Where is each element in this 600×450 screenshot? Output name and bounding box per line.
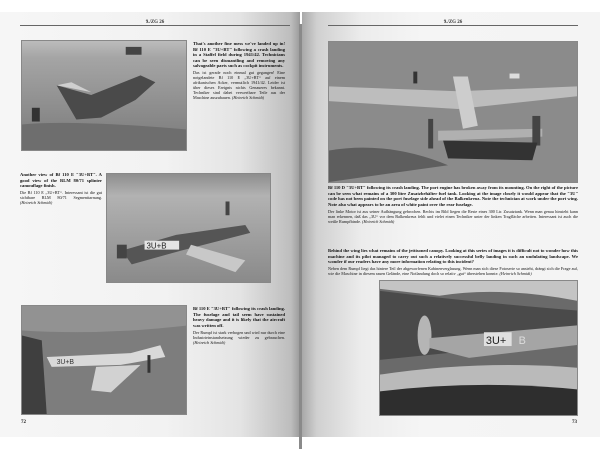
caption-english: Behind the wing lies what remains of the jettisoned canopy. Looking at this series of images it is difficult not to wonder how this machine and its pilot managed to carry out such a relatively successful belly landing in such an undulating landscape. We wonder if our readers have any more information relating to this incident? xyxy=(328,248,578,265)
photo-crashed-3u-bt xyxy=(106,173,271,283)
left-page xyxy=(0,12,300,437)
caption-english: Another view of Bf 110 E "3U+BT". A good view of the RLM 80/71 splinter camouflage finish. xyxy=(20,172,102,189)
caption-english: That's another fine mess we've landed up in! Bf 110 E "3U+BT" following a crash landing in a Staffel field during 1941/42. Technicians can be seen dismantling and removing any salvageable parts such as cockpit instruments. xyxy=(193,41,285,69)
photo-credit: (Heinrich Schmidt) xyxy=(362,218,395,224)
caption-photo-1 xyxy=(193,41,285,100)
book-spread xyxy=(0,12,600,437)
page-number-right: 73 xyxy=(572,420,577,425)
caption-photo-4 xyxy=(328,185,578,224)
running-head-text: 9./ZG 26 xyxy=(440,20,467,25)
svg-text:3U+B: 3U+B xyxy=(146,241,167,251)
photo-crashed-rough-terrain xyxy=(21,305,187,415)
running-head-left xyxy=(20,20,290,30)
photo-bf110d-rear-view xyxy=(328,41,578,183)
caption-photo-2 xyxy=(20,172,102,205)
caption-german: Das ist gerade noch einmal gut gegangen! Eine notgelandete Bf 110 E „3U+BT“ auf einem afrikanischen Acker, vermutlich 1941/42. Leider ist über dieses Ereignis nichts Genaueres bekannt. Techniker sind dabei verwertbare Teile aus der Maschine auszubauen. (Heinrich Schmidt) xyxy=(193,70,285,101)
svg-text:3U+: 3U+ xyxy=(485,335,507,348)
caption-german: Die Bf 110 E „3U+BT“. Interessant ist die gut sichtbare RLM 80/71 Segmenttarnung. (Heinrich Schmidt) xyxy=(20,190,102,206)
photo-credit: (Heinrich Schmidt) xyxy=(231,95,265,101)
photo-credit: (Heinrich Schmidt) xyxy=(499,271,532,277)
running-head-right xyxy=(328,20,578,30)
photo-credit: (Heinrich Schmidt) xyxy=(193,339,226,345)
caption-german: Neben dem Rumpf liegt das hintere Teil der abgeworfenen Kabinenverglasung. Wenn man sich diese Fotoserie so ansieht, drängt sich die Frage auf, wie die Maschine in diesem rauen Gelände, eine Notlandung doch so relativ „gut“ überstehen konnte. (Heinrich Schmidt) xyxy=(328,266,578,277)
caption-english: Bf 110 E "3U+BT" following its crash landing. The fuselage and tail seem have sustained heavy damage and it is likely that the aircraft was written off. xyxy=(193,306,285,328)
photo-wreck-desert xyxy=(21,40,187,151)
photo-image xyxy=(22,41,186,150)
caption-photo-3 xyxy=(193,306,285,345)
photo-credit: (Heinrich Schmidt) xyxy=(20,200,53,206)
header-rule xyxy=(20,25,290,26)
photo-image xyxy=(380,281,577,415)
photo-image xyxy=(329,42,577,182)
photo-image xyxy=(22,306,186,414)
right-page xyxy=(302,12,600,437)
page-number-left: 72 xyxy=(21,420,26,425)
running-head-text: 9./ZG 26 xyxy=(142,20,169,25)
photo-image xyxy=(107,174,270,282)
caption-german: Der Rumpf ist stark verbogen und wird nur durch eine Industrieinstandsetzung wieder zu gebrauchen. (Heinrich Schmidt) xyxy=(193,329,285,345)
caption-photo-5 xyxy=(328,248,578,276)
photo-canopy-wing-closeup xyxy=(379,280,578,416)
svg-text:B: B xyxy=(518,335,526,348)
header-rule xyxy=(328,25,578,26)
svg-text:3U+B: 3U+B xyxy=(56,358,75,366)
caption-english: Bf 110 D "3U+BT" following its crash landing. The port engine has broken away from its mounting. On the right of the picture can be seen what remains of a 300 litre Zusatzbehälter fuel tank. Looking at the image closely it would appear that the "3U" code has not been painted on the port fuselage side ahead of the Balkenkreuz. Note the technician at work under the port wing. Note also what appears to be an area of white paint over the rear fuselage. xyxy=(328,185,578,207)
caption-german: Der linke Motor ist aus seiner Aufhängung gebrochen. Rechts im Bild liegen die Reste eines 300 Ltr. Zusatztank. Wenn man genau hinsieht kann man erkennen, daß das „3U“ vor dem Balkenkreuz fehlt und vielet einen Techniker unter der linken Tragfläche arbeiten. Interessant ist auch die weiße Rumpfbinde. (Heinrich Schmidt) xyxy=(328,208,578,224)
